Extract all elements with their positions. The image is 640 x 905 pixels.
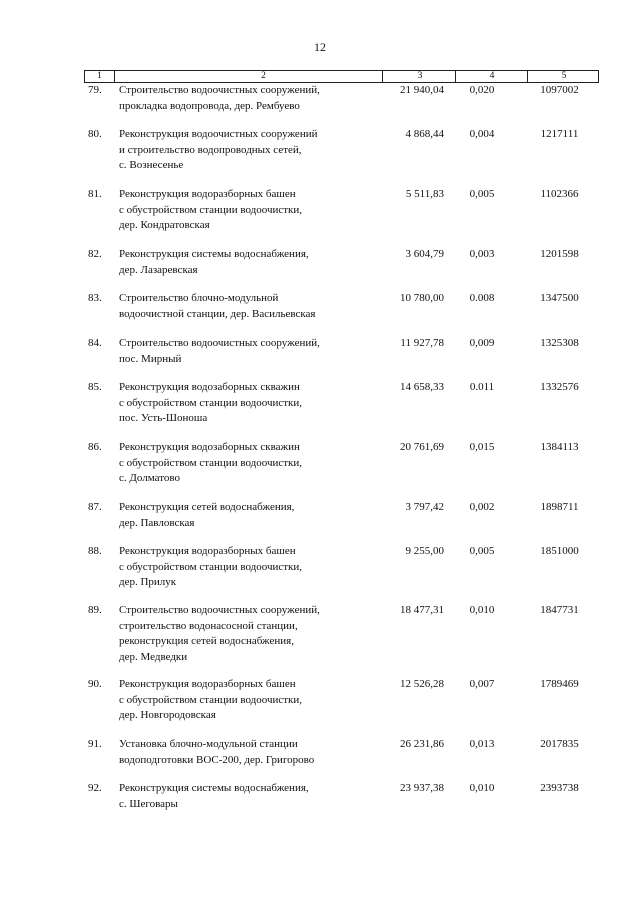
row-value-col3: 12 526,28	[400, 678, 444, 690]
header-col-3: 3	[417, 71, 423, 81]
row-number: 79.	[88, 84, 102, 96]
row-value-col4: 0,013	[469, 738, 495, 750]
row-value-col5: 1332576	[540, 381, 579, 393]
row-value-col4: 0,004	[469, 128, 495, 140]
row-value-col5: 1384113	[540, 441, 579, 453]
header-col-1: 1	[97, 71, 102, 81]
row-number: 81.	[88, 188, 102, 200]
row-number: 91.	[88, 738, 102, 750]
row-value-col3: 14 658,33	[400, 381, 444, 393]
row-value-col3: 10 780,00	[400, 292, 444, 304]
row-value-col5: 1097002	[540, 84, 579, 96]
row-title: Реконструкция водоразборных башен с обустройством станции водоочистки, дер. Новгородовская	[119, 678, 303, 721]
row-value-col4: 0.008	[469, 292, 495, 304]
row-title: Строительство водоочистных сооружений, пос. Мирный	[119, 337, 320, 365]
row-value-col3: 11 927,78	[400, 337, 444, 349]
row-number: 88.	[88, 545, 102, 557]
row-number: 92.	[88, 782, 102, 794]
page-number: 12	[314, 40, 326, 54]
row-value-col4: 0.011	[469, 381, 495, 393]
row-value-col3: 4 868,44	[405, 128, 444, 140]
row-value-col4: 0,010	[469, 782, 495, 794]
row-value-col5: 1898711	[540, 501, 579, 513]
row-value-col5: 2017835	[540, 738, 579, 750]
row-title: Строительство водоочистных сооружений, прокладка водопровода, дер. Рембуево	[119, 84, 320, 112]
row-value-col5: 1201598	[540, 248, 579, 260]
row-value-col4: 0,002	[469, 501, 495, 513]
row-number: 90.	[88, 678, 102, 690]
row-number: 80.	[88, 128, 102, 140]
row-value-col3: 18 477,31	[400, 604, 444, 616]
row-value-col4: 0,010	[469, 604, 495, 616]
row-value-col3: 20 761,69	[400, 441, 444, 453]
row-title: Реконструкция водоочистных сооружений и строительство водопроводных сетей, с. Вознесенье	[119, 128, 318, 171]
header-col-2: 2	[261, 71, 266, 81]
row-value-col3: 9 255,00	[405, 545, 444, 557]
row-value-col3: 3 797,42	[405, 501, 444, 513]
row-value-col5: 1789469	[540, 678, 579, 690]
row-number: 84.	[88, 337, 102, 349]
row-value-col5: 1102366	[540, 188, 579, 200]
row-title: Реконструкция системы водоснабжения, дер. Лазаревская	[119, 248, 309, 276]
row-title: Строительство водоочистных сооружений, строительство водонасосной станции, реконструкция сетей водоснабжения, дер. Медведки	[119, 604, 320, 663]
row-value-col5: 1347500	[540, 292, 579, 304]
row-number: 89.	[88, 604, 102, 616]
row-title: Установка блочно-модульной станции водоподготовки ВОС-200, дер. Григорово	[119, 738, 315, 766]
row-value-col3: 23 937,38	[400, 782, 444, 794]
row-value-col4: 0,015	[469, 441, 495, 453]
row-title: Строительство блочно-модульной водоочистной станции, дер. Васильевская	[119, 292, 316, 320]
row-title: Реконструкция водоразборных башен с обустройством станции водоочистки, дер. Кондратовская	[119, 188, 303, 231]
row-title: Реконструкция сетей водоснабжения, дер. Павловская	[119, 501, 295, 529]
row-title: Реконструкция водоразборных башен с обустройством станции водоочистки, дер. Прилук	[119, 545, 303, 588]
row-title: Реконструкция водозаборных скважин с обустройством станции водоочистки, с. Долматово	[119, 441, 303, 484]
row-value-col5: 1847731	[540, 604, 579, 616]
row-value-col4: 0,003	[469, 248, 495, 260]
header-col-4: 4	[489, 71, 495, 81]
row-value-col3: 26 231,86	[400, 738, 444, 750]
row-value-col5: 1217111	[540, 128, 579, 140]
row-value-col4: 0,009	[469, 337, 495, 349]
row-title: Реконструкция водозаборных скважин с обустройством станции водоочистки, пос. Усть-Шоноша	[119, 381, 303, 424]
row-number: 87.	[88, 501, 102, 513]
header-col-5: 5	[561, 71, 567, 81]
row-value-col5: 2393738	[540, 782, 579, 794]
row-value-col3: 3 604,79	[405, 248, 444, 260]
row-value-col4: 0,005	[469, 545, 495, 557]
row-title: Реконструкция системы водоснабжения, с. Шеговары	[119, 782, 309, 810]
row-number: 86.	[88, 441, 102, 453]
row-number: 83.	[88, 292, 102, 304]
row-number: 85.	[88, 381, 102, 393]
row-value-col5: 1325308	[540, 337, 579, 349]
row-value-col4: 0,020	[469, 84, 495, 96]
row-value-col5: 1851000	[540, 545, 579, 557]
row-value-col4: 0,005	[469, 188, 495, 200]
row-value-col3: 5 511,83	[405, 188, 444, 200]
row-number: 82.	[88, 248, 102, 260]
row-value-col3: 21 940,04	[400, 84, 444, 96]
row-value-col4: 0,007	[469, 678, 495, 690]
